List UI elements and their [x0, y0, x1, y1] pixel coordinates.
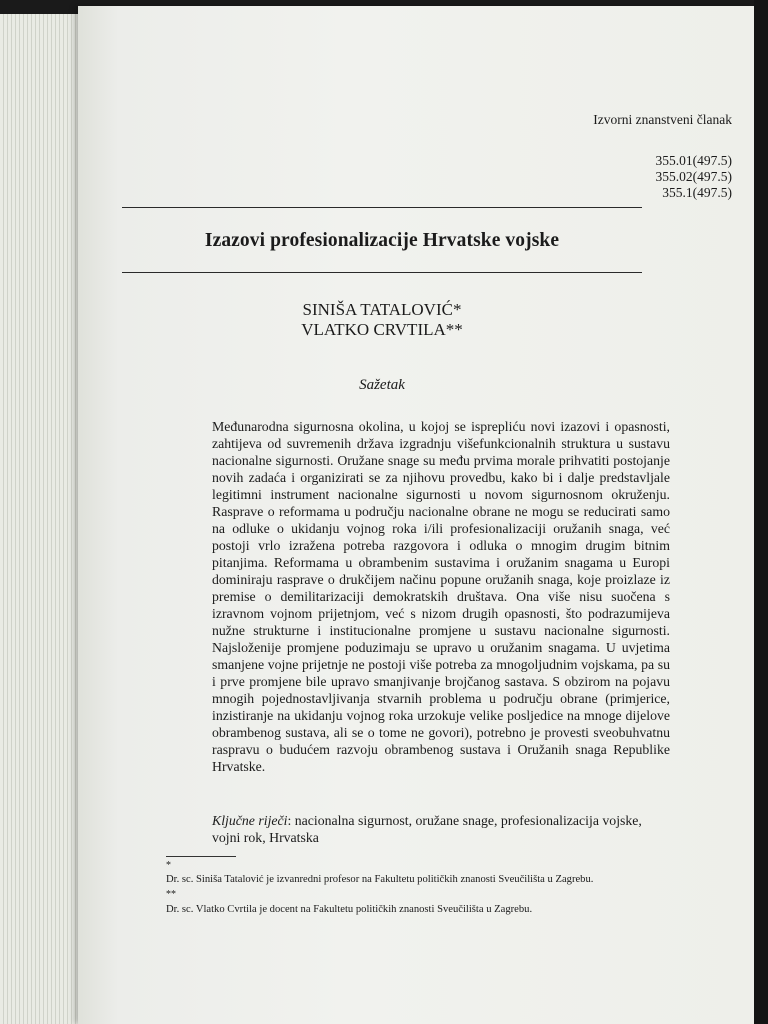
- footnote-mark: *: [166, 860, 171, 871]
- footnote-text: Dr. sc. Vlatko Cvrtila je docent na Fakultetu političkih znanosti Sveučilišta u Zagrebu.: [166, 904, 533, 915]
- author-name: SINIŠA TATALOVIĆ*: [302, 300, 462, 319]
- author-name: VLATKO CRVTILA**: [301, 320, 463, 339]
- udc-code: 355.01(497.5): [655, 153, 732, 168]
- article-title: Izazovi profesionalizacije Hrvatske vojske: [204, 230, 560, 251]
- book-page-stack: [0, 14, 90, 1024]
- footnote-text: Dr. sc. Siniša Tatalović je izvanredni profesor na Fakultetu političkih znanosti Sveučilišta u Zagrebu.: [166, 874, 594, 885]
- author-list: [122, 300, 642, 340]
- keywords-list: : nacionalna sigurnost, oružane snage, profesionalizacija vojske, vojni rok, Hrvatska: [212, 813, 642, 845]
- udc-codes: [656, 153, 733, 201]
- keywords: [212, 812, 670, 846]
- title-top-rule: [122, 207, 642, 208]
- abstract-text: Međunarodna sigurnosna okolina, u kojoj se isprepliću novi izazovi i opasnosti, zahtijeva od suvremenih država izgradnju višefunkcionalnih struktura u sustavu nacionalne sigurnosti. Oružane snage su među prvima morale prihvatiti postojanje novih zadaća i organizirati se za njihovu provedbu, kako bi i dalje predstavljale legitimni instrument nacionalne sigurnosti u novom sigurnosnom okruženju. Rasprave o reformama u području nacionalne obrane ne mogu se reducirati samo na odluke o ukidanju vojnog roka i/ili profesionalizaciji oružanih snaga, već postoji vrlo izražena potreba razgovora i odluka o mnogim drugim bitnim pitanjima. Reformama u obrambenim sustavima i oružanim snagama u Europi dominiraju rasprave o drukčijem načinu popune oružanih snaga, koje proizlaze iz premise o demilitarizaciji demokratskih društava. Ona više nisu suočena s izravnom vojnom prijetnjom, već s nizom drugih opasnosti, što podrazumijeva nužne strukturne i institucionalne promjene u sustavu nacionalne sigurnosti. Najsloženije promjene poduzimaju se upravo u oružanim snagama. U uvjetima smanjene vojne prijetnje ne postoji više potreba za mnogoljudnim vojskama, pa su i prve promjene bile upravo smanjivanje brojčanog sastava. S obzirom na pojavu mnogih pojednostavljivanja stvarnih problema u području obrane (primjerice, inzistiranje na ukidanju vojnog roka urzokuje velike posljedice na mnoge dijelove obrambenog sustava, ali se o tome ne govori), potrebno je provesti sveobuhvatnu raspravu o budućem razvoju obrambenog sustava i Oružanih snaga Republike Hrvatske.: [212, 419, 670, 774]
- footnote-mark: **: [166, 889, 176, 900]
- scan-border: [754, 0, 768, 1024]
- article-classification: Izvorni znanstveni članak: [593, 112, 732, 127]
- footnote-rule: [166, 856, 236, 857]
- abstract-heading: Sažetak: [359, 377, 405, 393]
- keywords-label: Ključne riječi: [212, 813, 288, 828]
- title-bottom-rule: [122, 272, 642, 273]
- udc-code: 355.02(497.5): [655, 169, 732, 184]
- udc-code: 355.1(497.5): [662, 185, 732, 200]
